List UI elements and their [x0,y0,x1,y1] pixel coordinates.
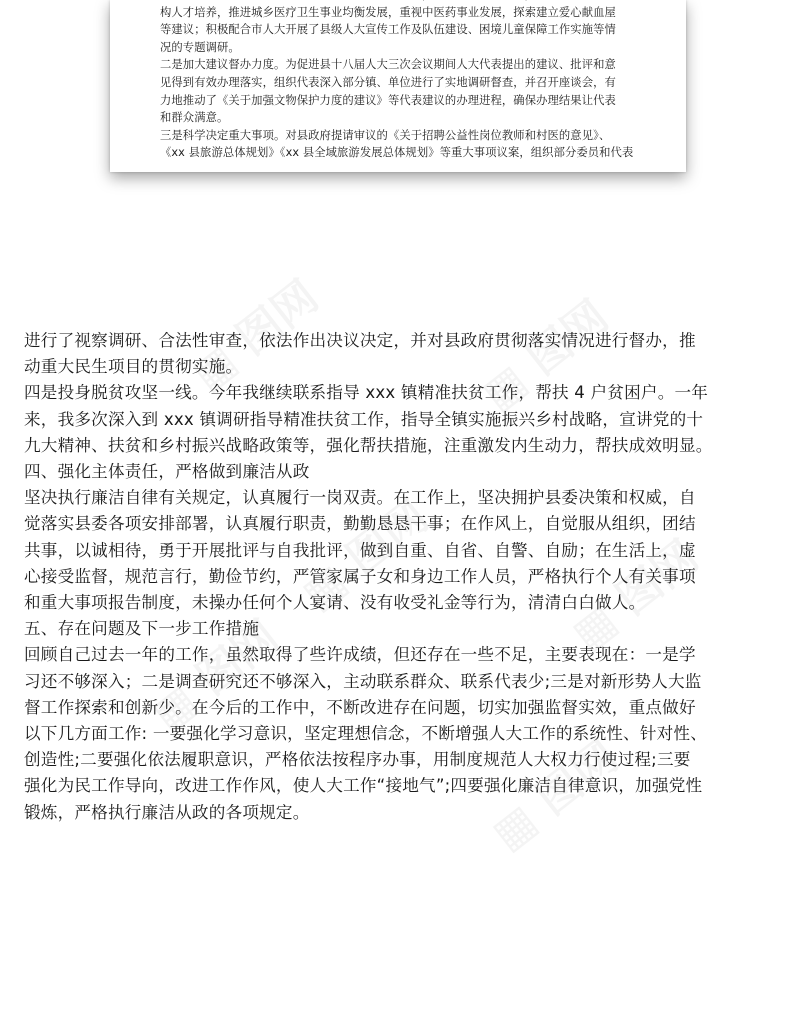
paragraph-line: 九大精神、扶贫和乡村振兴战略政策等，强化帮扶措施，注重激发内生动力，帮扶成效明显。 [24,435,713,455]
preview-line: 力地推动了《关于加强文物保护力度的建议》等代表建议的办理进程，确保办理结果让代表 [160,93,616,107]
paragraph-line: 动重大民生项目的贯彻实施。 [24,357,243,377]
paragraph-line: 进行了视察调研、合法性审查，依法作出决议决定，并对县政府贯彻落实情况进行督办，推 [24,331,696,350]
section-heading: 五、存在问题及下一步工作措施 [24,619,260,639]
paragraph-line: 和重大事项报告制度，未操办任何个人宴请、没有收受礼金等行为，清清白白做人。 [24,593,646,613]
paragraph-line: 创造性;二要强化依法履职意识，严格依法按程序办事，用制度规范人大权力行使过程;三要 [24,750,691,770]
paragraph-line: 锻炼，严格执行廉洁从政的各项规定。 [24,802,310,822]
paragraph-line: 四是投身脱贫攻坚一线。今年我继续联系指导 xxx 镇精准扶贫工作，帮扶 4 户贫困户。一年 [24,383,709,403]
preview-text-block [160,0,660,162]
paragraph-line: 共事，以诚相待，勇于开展批评与自我批评，做到自重、自省、自警、自励；在生活上，虚 [24,540,696,560]
preview-line: 二是加大建议督办力度。为促进县十八届人大三次会议期间人大代表提出的建议、批评和意 [160,58,616,72]
paragraph-line: 觉落实县委各项安排部署，认真履行职责，勤勤恳恳干事；在作风上，自觉服从组织，团结 [24,514,696,534]
paragraph-line: 回顾自己过去一年的工作，虽然取得了些许成绩，但还存在一些不足，主要表现在：一是学 [24,645,696,665]
document-preview-card [110,0,686,172]
paragraph-line: 来，我多次深入到 xxx 镇调研指导精准扶贫工作，指导全镇实施振兴乡村战略，宣讲党的十 [24,409,704,429]
preview-line: 况的专题调研。 [160,40,240,54]
paragraph-line: 强化为民工作导向，改进工作作风，使人大工作“接地气”;四要强化廉洁自律意识，加强党性 [24,776,703,796]
paragraph-line: 心接受监督，规范言行，勤俭节约，严管家属子女和身边工作人员，严格执行个人有关事项 [24,566,696,586]
preview-line: 和群众满意。 [160,111,229,125]
preview-line: 三是科学决定重大事项。对县政府提请审议的《关于招聘公益性岗位教师和村医的意见》、 [160,128,611,142]
preview-line: 见得到有效办理落实，组织代表深入部分镇、单位进行了实地调研督查，并召开座谈会，有 [160,75,616,89]
preview-line: 等建议；积极配合市人大开展了县级人大宣传工作及队伍建设、困境儿童保障工作实施等情 [160,23,616,37]
paragraph-line: 坚决执行廉洁自律有关规定，认真履行一岗双责。在工作上，坚决拥护县委决策和权威，自 [24,488,696,508]
preview-line: 构人才培养，推进城乡医疗卫生事业均衡发展，重视中医药事业发展，探索建立爱心献血屋 [160,5,616,19]
document-body [24,328,780,826]
preview-line: 《xx 县旅游总体规划》《xx 县全域旅游发展总体规划》等重大事项议案，组织部分委员和代表 [160,146,634,160]
paragraph-line: 以下几方面工作: 一要强化学习意识，坚定理想信念，不断增强人大工作的系统性、针对性、 [24,724,708,744]
section-heading: 四、强化主体责任，严格做到廉洁从政 [24,462,310,482]
paragraph-line: 习还不够深入；二是调查研究还不够深入，主动联系群众、联系代表少;三是对新形势人大监 [24,671,702,691]
paragraph-line: 督工作探索和创新少。在今后的工作中，不断改进存在问题，切实加强监督实效，重点做好 [24,697,696,717]
